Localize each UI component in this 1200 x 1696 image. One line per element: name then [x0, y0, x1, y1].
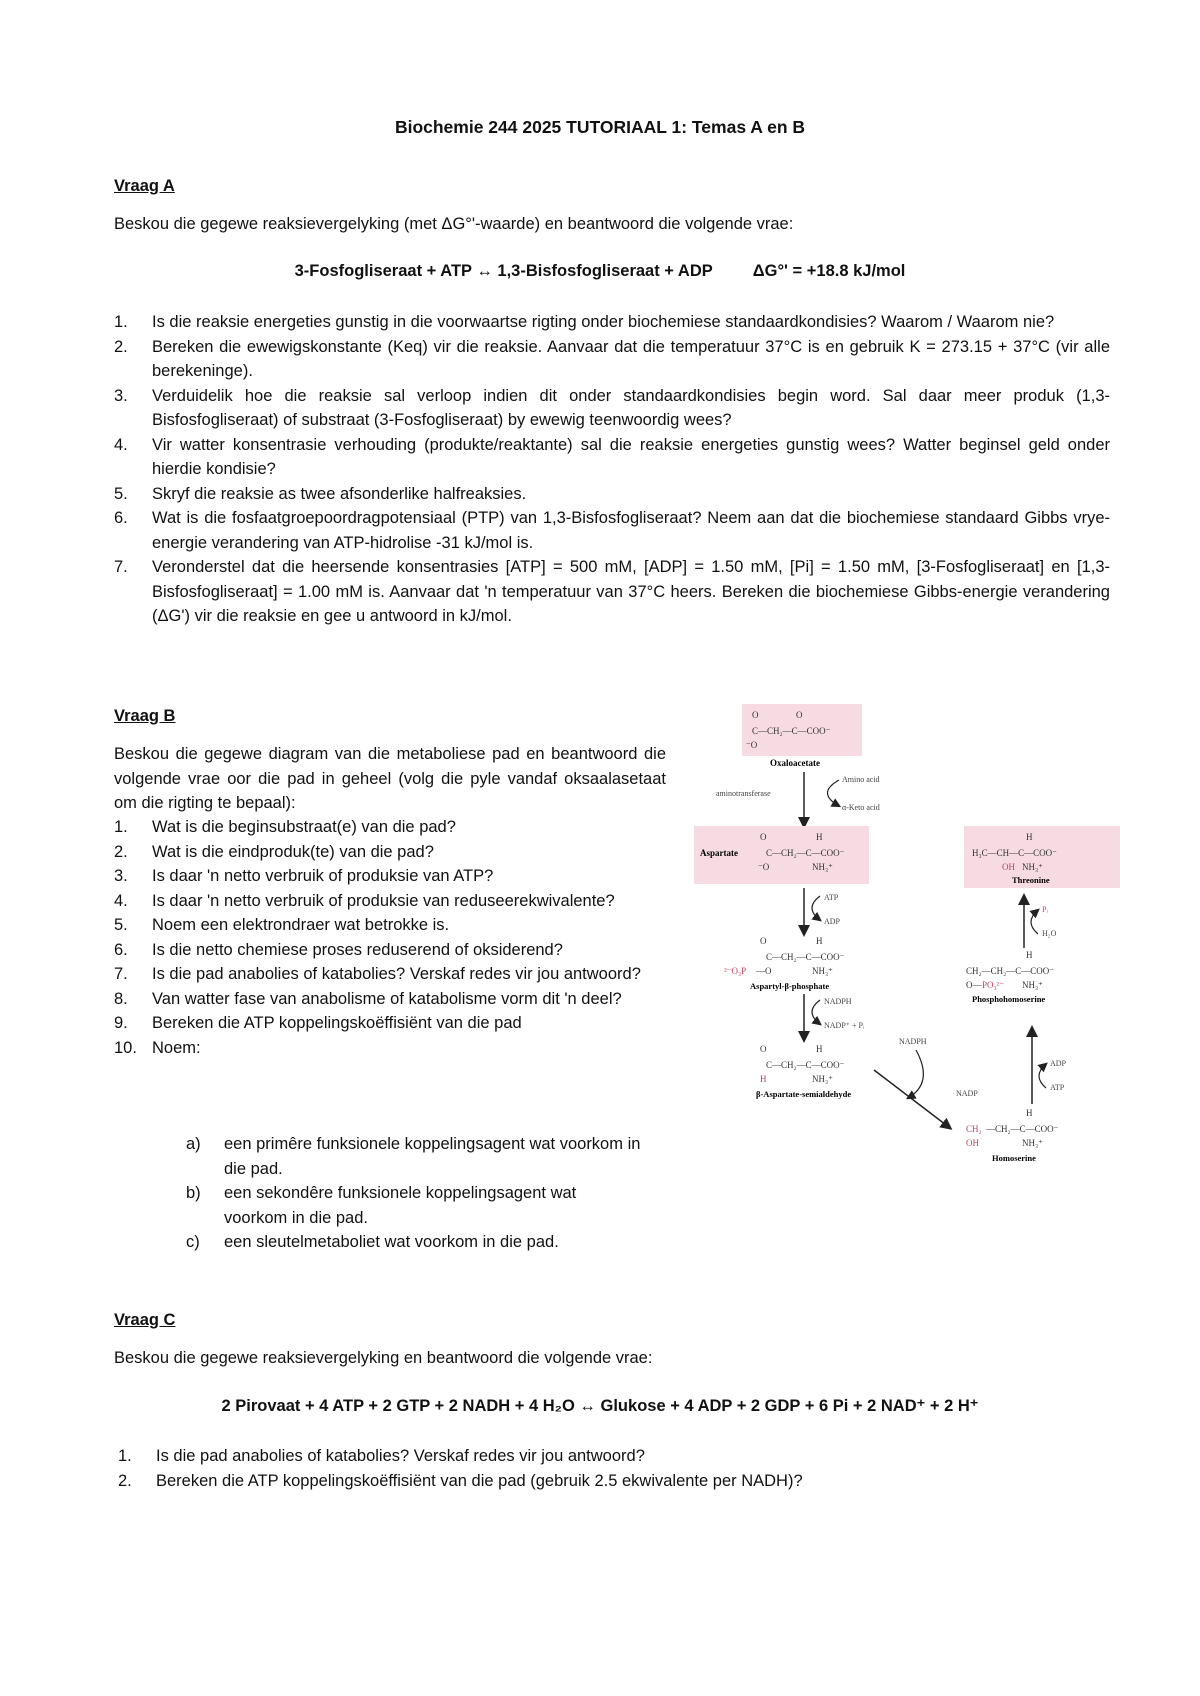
vraag-b-question — [114, 987, 666, 1012]
question-number: 4. — [114, 435, 128, 454]
question-number: 5. — [114, 484, 128, 503]
metabolic-pathway-diagram — [694, 698, 1124, 1172]
vraag-a-question — [114, 384, 1110, 433]
question-number: 1. — [118, 1447, 132, 1465]
vraag-b-heading: Vraag B — [114, 707, 176, 725]
question-number: 2. — [114, 337, 128, 356]
question-text: Is die pad anabolies of katabolies? Verskaf redes vir jou antwoord? — [156, 1447, 645, 1465]
question-number: 8. — [114, 989, 128, 1008]
arrow-semialdehyde-to-homoserine — [874, 1070, 950, 1128]
svg-text:O: O — [796, 710, 803, 720]
question-text: Is daar 'n netto verbruik of produksie van reduseerekwivalente? — [152, 891, 615, 910]
svg-text:O: O — [752, 710, 759, 720]
question-number: 2. — [114, 842, 128, 861]
nadph-arrow-2 — [908, 1050, 923, 1098]
sub-item-text: een primêre funksionele koppelingsagent wat voorkom in die pad. — [224, 1135, 641, 1178]
question-text: Bereken die ATP koppelingskoëffisiënt van die pad (gebruik 2.5 ekwivalente per NADH)? — [156, 1471, 803, 1490]
phosphohomoserine-label: Phosphohomoserine — [972, 994, 1046, 1004]
vraag-a-question-list — [114, 310, 1110, 629]
aspartyl-phosphate-label: Aspartyl-β-phosphate — [750, 981, 830, 991]
adp-label-1: ADP — [824, 917, 841, 926]
question-text: Van watter fase van anabolisme of katabolisme vorm dit 'n deel? — [152, 989, 622, 1008]
aspartyl-phosphate-structure — [724, 936, 845, 976]
vraag-a-question — [114, 555, 1110, 629]
sub-item-label: b) — [186, 1184, 201, 1202]
vraag-c-intro: Beskou die gegewe reaksievergelyking en beantwoord die volgende vrae: — [114, 1349, 653, 1367]
svg-text:CH₂: CH₂ — [966, 1124, 982, 1134]
svg-text:O—: O— — [966, 980, 982, 990]
question-number: 3. — [114, 867, 128, 885]
atp-label-1: ATP — [824, 893, 839, 902]
svg-text:NH₃⁺: NH₃⁺ — [812, 862, 833, 872]
question-text: Is die pad anabolies of katabolies? Verskaf redes vir jou antwoord? — [152, 965, 641, 983]
question-number: 3. — [114, 386, 128, 405]
vraag-b-question-list — [114, 815, 666, 1060]
svg-text:H: H — [760, 1074, 767, 1084]
vraag-b-question — [114, 889, 666, 914]
svg-text:H: H — [816, 832, 823, 842]
svg-text:CH₂—CH₂—C—COO⁻: CH₂—CH₂—C—COO⁻ — [966, 966, 1055, 976]
sub-item-text: een sekondêre funksionele koppelingsagent wat voorkom in die pad. — [224, 1184, 577, 1227]
pi-h2o-arrow — [1031, 910, 1038, 934]
question-number: 10. — [114, 1038, 137, 1057]
vraag-b-question — [114, 840, 666, 865]
nadph-label-1: NADPH — [824, 997, 852, 1006]
aminotransferase-label: aminotransferase — [716, 789, 771, 798]
vraag-c-equation: 2 Pirovaat + 4 ATP + 2 GTP + 2 NADH + 4 H₂O ↔ Glukose + 4 ADP + 2 GDP + 6 Pi + 2 NAD⁺ + 2 H⁺ — [221, 1397, 979, 1415]
svg-text:NH₃⁺: NH₃⁺ — [1022, 862, 1043, 872]
phosphohomoserine-structure — [966, 950, 1054, 990]
homoserine-label: Homoserine — [992, 1153, 1036, 1163]
question-number: 6. — [114, 940, 128, 959]
vraag-c-question — [118, 1469, 1108, 1494]
svg-text:⁻O: ⁻O — [746, 740, 758, 750]
vraag-a-question — [114, 482, 1110, 507]
svg-text:O: O — [760, 936, 767, 946]
svg-text:O: O — [760, 1044, 767, 1054]
vraag-a-question — [114, 433, 1110, 482]
question-text: Wat is die eindproduk(te) van die pad? — [152, 842, 434, 861]
svg-text:H: H — [816, 1044, 823, 1054]
vraag-b-sub-list — [186, 1132, 666, 1255]
svg-text:H: H — [816, 936, 823, 946]
question-number: 5. — [114, 916, 128, 934]
svg-text:OH: OH — [966, 1138, 979, 1148]
svg-text:C—CH₂—C—COO⁻: C—CH₂—C—COO⁻ — [766, 848, 845, 858]
sub-item-label: a) — [186, 1135, 201, 1153]
question-number: 1. — [114, 818, 128, 836]
atp-label-2: ATP — [1050, 1083, 1065, 1092]
question-text: Is daar 'n netto verbruik of produksie van ATP? — [152, 867, 494, 885]
vraag-b-question — [114, 938, 666, 963]
vraag-b-question — [114, 913, 666, 938]
page-title: Biochemie 244 2025 TUTORIAAL 1: Temas A en B — [394, 117, 806, 137]
question-text: Noem een elektrondraer wat betrokke is. — [152, 916, 450, 934]
question-text: Bereken die ewewigskonstante (Keq) vir die reaksie. Aanvaar dat die temperatuur 37°C is en gebruik K = 273.15 + 37°C (vir alle berekeninge). — [152, 337, 1110, 380]
vraag-c-question-list — [118, 1444, 1108, 1493]
keto-acid-label: α-Keto acid — [842, 803, 880, 812]
question-text: Wat is die fosfaatgroepoordragpotensiaal (PTP) van 1,3-Bisfosfogliseraat? Neem aan dat die biochemiese standaard Gibbs vrye-energie verandering van ATP-hidrolise -31 kJ/mol is. — [152, 509, 1110, 552]
threonine-label: Threonine — [1012, 875, 1050, 885]
svg-text:NH₃⁺: NH₃⁺ — [812, 1074, 833, 1084]
question-text: Wat is die beginsubstraat(e) van die pad? — [152, 818, 456, 836]
semialdehyde-label: β-Aspartate-semialdehyde — [756, 1089, 852, 1099]
vraag-b-question — [114, 1011, 666, 1036]
vraag-a-delta-g: ΔG°' = +18.8 kJ/mol — [752, 262, 906, 280]
svg-text:⁻O: ⁻O — [758, 862, 770, 872]
sub-item-text: een sleutelmetaboliet wat voorkom in die pad. — [224, 1233, 559, 1251]
svg-text:NH₃⁺: NH₃⁺ — [1022, 980, 1043, 990]
question-number: 7. — [114, 965, 128, 983]
question-text: Is die reaksie energeties gunstig in die voorwaartse rigting onder biochemiese standaardkondisies? Waarom / Waarom nie? — [152, 313, 1055, 331]
svg-text:—CH₂—C—COO⁻: —CH₂—C—COO⁻ — [986, 1124, 1059, 1134]
svg-text:C—CH₂—C—COO⁻: C—CH₂—C—COO⁻ — [752, 726, 831, 736]
question-text: Vir watter konsentrasie verhouding (produkte/reaktante) sal die reaksie energeties gunstig wees? Watter beginsel geld onder hierdie kondisie? — [152, 435, 1110, 478]
svg-text:²⁻O₃P: ²⁻O₃P — [724, 966, 747, 976]
semialdehyde-structure — [760, 1044, 845, 1084]
svg-text:OH: OH — [1002, 862, 1015, 872]
aspartate-label: Aspartate — [700, 848, 738, 858]
vraag-b-question — [114, 864, 666, 889]
svg-text:C—CH₂—C—COO⁻: C—CH₂—C—COO⁻ — [766, 1060, 845, 1070]
oxaloacetate-label: Oxaloacetate — [770, 758, 820, 768]
svg-text:NH₃⁺: NH₃⁺ — [812, 966, 833, 976]
question-text: Verduidelik hoe die reaksie sal verloop indien dit onder standaardkondisies begin word. Sal daar meer produk (1,3- Bisfosfogliseraat) of substraat (3-Fosfogliseraat) by ewewig teenwoordig wees? — [152, 386, 1110, 429]
question-number: 6. — [114, 509, 128, 527]
svg-text:H: H — [1026, 832, 1033, 842]
svg-text:NH₃⁺: NH₃⁺ — [1022, 1138, 1043, 1148]
question-number: 7. — [114, 558, 128, 576]
question-number: 4. — [114, 891, 128, 910]
vraag-b-question — [114, 1036, 666, 1061]
svg-text:H: H — [1026, 950, 1033, 960]
sub-item-label: c) — [186, 1233, 200, 1251]
vraag-b-question — [114, 815, 666, 840]
vraag-b-question — [114, 962, 666, 987]
svg-text:PO₃²⁻: PO₃²⁻ — [982, 980, 1005, 990]
vraag-b-intro: Beskou die gegewe diagram van die metaboliese pad en beantwoord die volgende vrae oor die pad in geheel (volg die pyle vandaf oksaalasetaat om die rigting te bepaal): — [114, 745, 666, 812]
h2o-label: H₂O — [1042, 929, 1057, 938]
vraag-b-sub-item — [186, 1230, 666, 1255]
vraag-c-question — [118, 1444, 1108, 1469]
vraag-c-heading: Vraag C — [114, 1311, 176, 1329]
vraag-a-question — [114, 310, 1110, 335]
question-text: Is die netto chemiese proses reduserend of oksiderend? — [152, 940, 563, 959]
homoserine-structure — [966, 1108, 1059, 1148]
vraag-a-question — [114, 335, 1110, 384]
nadp-pi-label: NADP⁺ + Pᵢ — [824, 1021, 865, 1030]
question-number: 1. — [114, 313, 128, 331]
vraag-b-sub-item — [186, 1181, 644, 1230]
amino-acid-label: Amino acid — [842, 775, 880, 784]
svg-text:C—CH₂—C—COO⁻: C—CH₂—C—COO⁻ — [766, 952, 845, 962]
vraag-a-equation: 3-Fosfogliseraat + ATP ↔ 1,3-Bisfosfogliseraat + ADP — [294, 262, 713, 280]
cosubstrate-arrow — [828, 780, 840, 806]
question-text: Noem: — [152, 1038, 201, 1057]
vraag-a-question — [114, 506, 1110, 555]
atp-adp-arrow-2 — [1039, 1064, 1046, 1088]
question-number: 9. — [114, 1014, 128, 1032]
nadp-label-2: NADP — [956, 1089, 978, 1098]
vraag-a-heading: Vraag A — [114, 177, 175, 195]
pi-label: Pᵢ — [1042, 905, 1048, 914]
svg-text:H: H — [1026, 1108, 1033, 1118]
question-text: Bereken die ATP koppelingskoëffisiënt van die pad — [152, 1014, 522, 1032]
vraag-b-sub-item — [186, 1132, 666, 1181]
atp-adp-arrow — [812, 896, 820, 920]
adp-label-2: ADP — [1050, 1059, 1067, 1068]
svg-text:—O: —O — [756, 966, 772, 976]
vraag-a-equation-line — [0, 262, 1200, 281]
vraag-a-intro: Beskou die gegewe reaksievergelyking (met ΔG°'-waarde) en beantwoord die volgende vrae: — [114, 215, 794, 233]
svg-text:O: O — [760, 832, 767, 842]
question-text: Veronderstel dat die heersende konsentrasies [ATP] = 500 mM, [ADP] = 1.50 mM, [Pi] = 1.50 mM, [3-Fosfogliseraat] en [1,3-Bisfosfogliseraat] = 1.00 mM is. Aanvaar dat 'n temperatuur van 37°C heers. Bereken die biochemiese Gibbs-energie verandering (ΔG') vir die reaksie en gee u antwoord in kJ/mol. — [152, 558, 1110, 625]
nadph-label-2: NADPH — [899, 1037, 927, 1046]
nadph-arrow-1 — [812, 1000, 820, 1024]
question-text: Skryf die reaksie as twee afsonderlike halfreaksies. — [152, 484, 527, 503]
svg-text:H₃C—CH—C—COO⁻: H₃C—CH—C—COO⁻ — [972, 848, 1057, 858]
question-number: 2. — [118, 1471, 132, 1490]
